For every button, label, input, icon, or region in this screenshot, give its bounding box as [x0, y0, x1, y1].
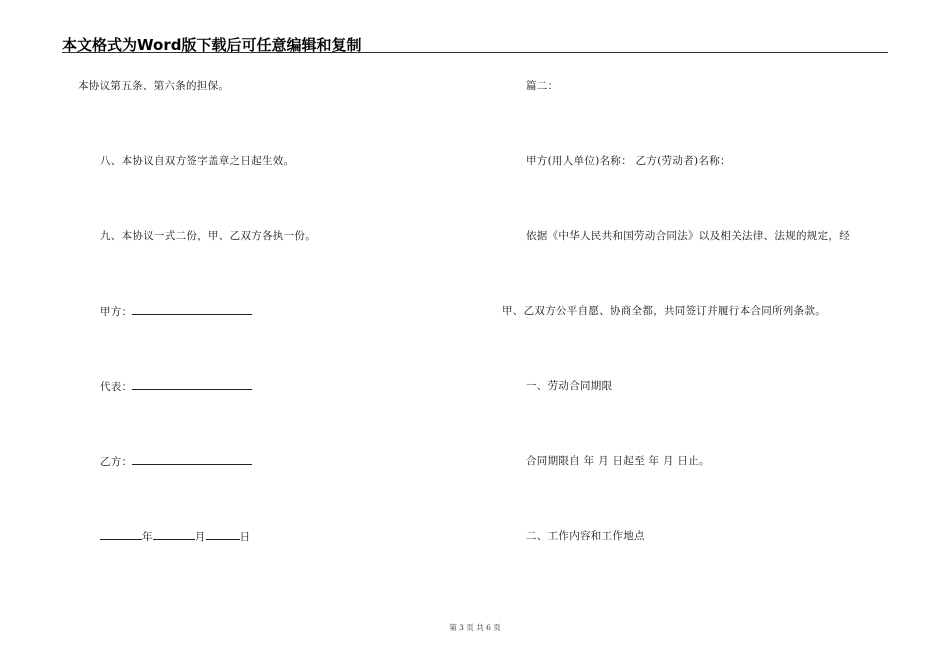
party-a-label: 甲方：: [100, 306, 133, 318]
day-label: 日: [239, 531, 251, 543]
year-label: 年: [142, 531, 153, 543]
party-b-label: 乙方：: [100, 456, 133, 468]
party-a-signature-line: [100, 304, 252, 319]
right-line-agreement: 甲、乙双方公平自愿、协商全都，共同签订并履行本合同所列条款。: [502, 305, 826, 317]
right-line-contract-term-heading: 一、劳动合同期限: [526, 380, 613, 392]
document-header-title: 本文格式为Word版下载后可任意编辑和复制: [62, 36, 362, 54]
right-line-party-names: 甲方(用人单位)名称： 乙方(劳动者)名称：: [526, 155, 731, 167]
header-divider: [62, 52, 888, 53]
left-line-guarantee: 本协议第五条、第六条的担保。: [78, 80, 230, 92]
left-line-clause-8: 八、本协议自双方签字盖章之日起生效。: [100, 155, 295, 167]
representative-blank: [132, 379, 252, 390]
party-b-signature-line: [100, 454, 252, 469]
date-line: [100, 529, 250, 544]
representative-label: 代表：: [100, 381, 133, 393]
party-a-blank: [132, 304, 252, 315]
left-line-clause-9: 九、本协议一式二份，甲、乙双方各执一份。: [100, 230, 316, 242]
right-line-legal-basis: 依据《中华人民共和国劳动合同法》以及相关法律、法规的规定，经: [526, 230, 850, 242]
right-line-contract-term: 合同期限自 年 月 日起至 年 月 日止。: [526, 455, 710, 467]
right-line-work-content-heading: 二、工作内容和工作地点: [526, 530, 645, 542]
right-line-section-2: 篇二：: [526, 80, 559, 92]
party-b-blank: [132, 454, 252, 465]
year-blank: [100, 529, 142, 540]
representative-signature-line: [100, 379, 252, 394]
day-blank: [206, 529, 240, 540]
month-blank: [153, 529, 195, 540]
page-number-footer: 第 3 页 共 6 页: [449, 623, 501, 632]
month-label: 月: [194, 531, 206, 543]
